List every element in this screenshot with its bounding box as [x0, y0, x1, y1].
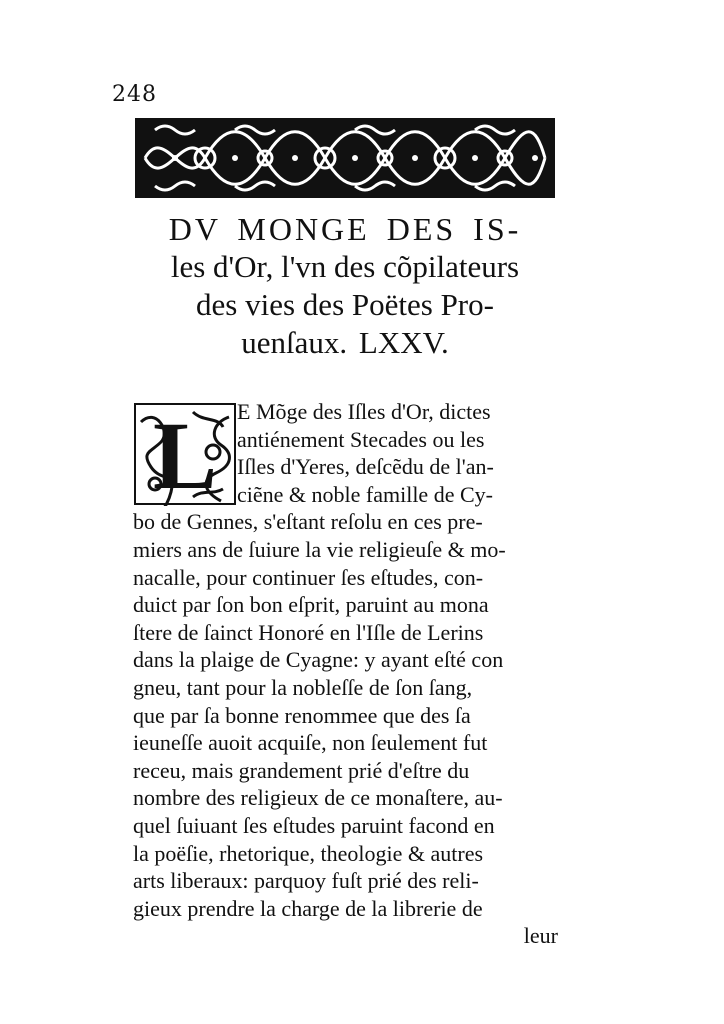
- text-line: gneu, tant pour la nobleſſe de ſon ſang,: [133, 674, 473, 700]
- text-line: dans la plaige de Cyagne: y ayant eſté con: [133, 647, 504, 673]
- body-text: [133, 398, 558, 950]
- text-line: duict par ſon bon eſprit, paruint au mona: [133, 592, 489, 618]
- text-line: receu, mais grandement prié d'eſtre du: [133, 757, 470, 783]
- text-line: gieux prendre la charge de la librerie de: [133, 895, 483, 921]
- text-line: ciẽne & noble famille de Cy-: [237, 481, 493, 507]
- text-line: antiénement Stecades ou les: [237, 426, 485, 452]
- heading-line: des vies des Poëtes Pro-: [196, 287, 494, 322]
- text-line: bo de Gennes, s'eſtant reſolu en ces pre-: [133, 509, 483, 535]
- text-line: que par ſa bonne renommee que des ſa: [133, 702, 471, 728]
- text-line: miers ans de ſuiure la vie religieuſe & mo-: [133, 536, 506, 562]
- chapter-heading: [130, 210, 560, 362]
- heading-line: DV MONGE DES IS-: [168, 211, 522, 247]
- text-line: la poëſie, rhetorique, theologie & autres: [133, 840, 484, 866]
- text-line: ieuneſſe auoit acquiſe, non ſeulement fut: [133, 730, 488, 756]
- page-number: 248: [112, 82, 157, 107]
- text-line: nombre des religieux de ce monaſtere, au-: [133, 785, 503, 811]
- text-line: E Mõge des Iſles d'Or, dictes: [237, 399, 491, 424]
- drop-cap-letter: L: [152, 402, 218, 506]
- catchword: leur: [523, 923, 558, 949]
- text-line: nacalle, pour continuer ſes eſtudes, con-: [133, 564, 484, 590]
- text-line: Iſles d'Yeres, deſcẽdu de l'an-: [237, 454, 494, 480]
- text-line: quel ſuiuant ſes eſtudes paruint facond en: [133, 812, 495, 838]
- text-line: ſtere de ſainct Honoré en l'Iſle de Lerins: [133, 619, 484, 645]
- heading-line: les d'Or, l'vn des cõpilateurs: [170, 249, 520, 284]
- decorative-headpiece-icon: [135, 118, 555, 198]
- text-line: arts liberaux: parquoy fuſt prié des reli-: [133, 868, 479, 894]
- heading-line: uenſaux. LXXV.: [241, 325, 449, 360]
